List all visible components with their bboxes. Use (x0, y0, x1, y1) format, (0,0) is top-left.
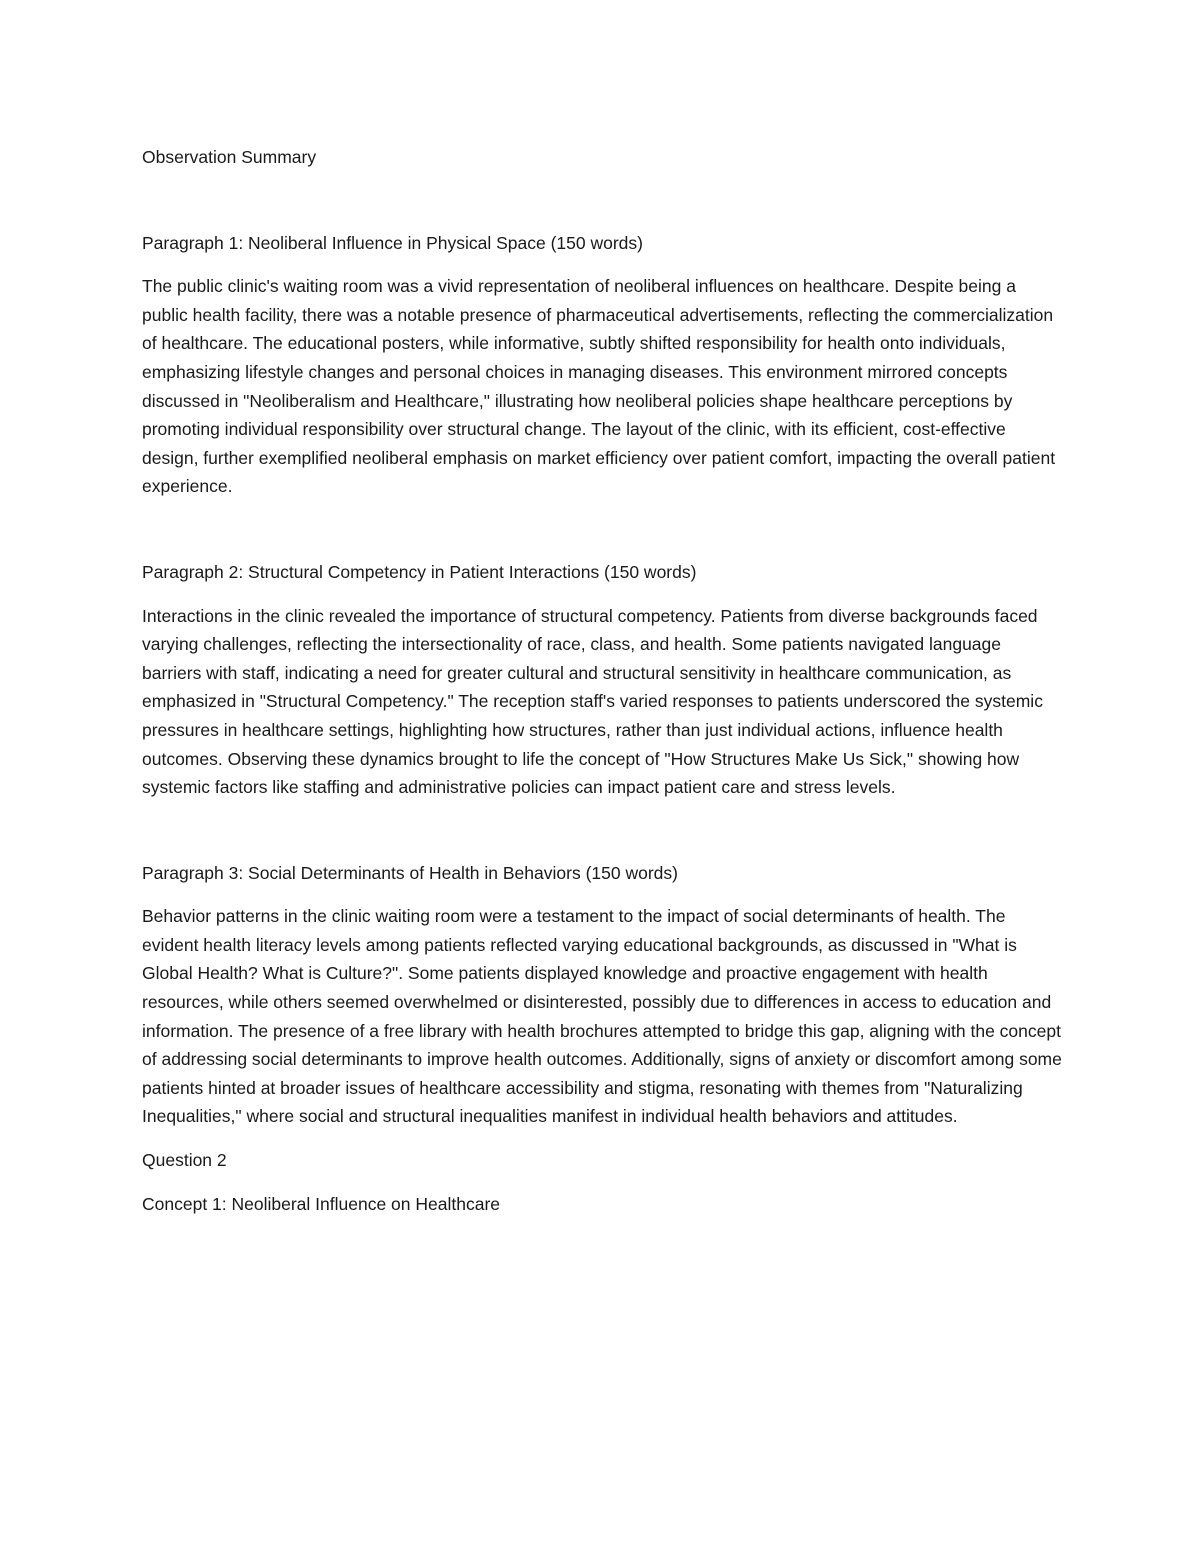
document-title: Observation Summary (142, 147, 317, 167)
question-label: Question 2 (142, 1150, 227, 1171)
paragraph-3-heading: Paragraph 3: Social Determinants of Health in Behaviors (150 words) (142, 862, 678, 883)
concept-heading: Concept 1: Neoliberal Influence on Healthcare (142, 1193, 500, 1214)
paragraph-1-heading: Paragraph 1: Neoliberal Influence in Physical Space (150 words) (142, 232, 643, 253)
paragraph-3-text: Behavior patterns in the clinic waiting room were a testament to the impact of social determinants of health. The evident health literacy levels among patients reflected varying educational backgrounds, as discussed in "What is Global Health? What is Culture?". Some patients displayed knowledge and proactive engagement with health resources, while others seemed overwhelmed or disinterested, possibly due to differences in access to education and information. The presence of a free library with health brochures attempted to bridge this gap, aligning with the concept of addressing social determinants to improve health outcomes. Additionally, signs of anxiety or discomfort among some patients hinted at broader issues of healthcare accessibility and stigma, resonating with themes from "Naturalizing Inequalities," where social and structural inequalities manifest in individual health behaviors and attitudes. (142, 906, 1062, 1127)
document-body (142, 143, 1062, 1218)
paragraph-2-text: Interactions in the clinic revealed the importance of structural competency. Patients from diverse backgrounds faced varying challenges, reflecting the intersectionality of race, class, and health. Some patients navigated language barriers with staff, indicating a need for greater cultural and structural sensitivity in healthcare communication, as emphasized in "Structural Competency." The reception staff's varied responses to patients underscored the systemic pressures in healthcare settings, highlighting how structures, rather than just individual actions, influence health outcomes. Observing these dynamics brought to life the concept of "How Structures Make Us Sick," showing how systemic factors like staffing and administrative policies can impact patient care and stress levels. (142, 605, 1043, 798)
paragraph-1-text: The public clinic's waiting room was a vivid representation of neoliberal influences on healthcare. Despite being a public health facility, there was a notable presence of pharmaceutical advertisements, reflecting the commercialization of healthcare. The educational posters, while informative, subtly shifted responsibility for health onto individuals, emphasizing lifestyle changes and personal choices in managing diseases. This environment mirrored concepts discussed in "Neoliberalism and Healthcare," illustrating how neoliberal policies shape healthcare perceptions by promoting individual responsibility over structural change. The layout of the clinic, with its efficient, cost-effective design, further exemplified neoliberal emphasis on market efficiency over patient comfort, impacting the overall patient experience. (142, 276, 1056, 497)
paragraph-2-heading: Paragraph 2: Structural Competency in Patient Interactions (150 words) (142, 561, 697, 582)
